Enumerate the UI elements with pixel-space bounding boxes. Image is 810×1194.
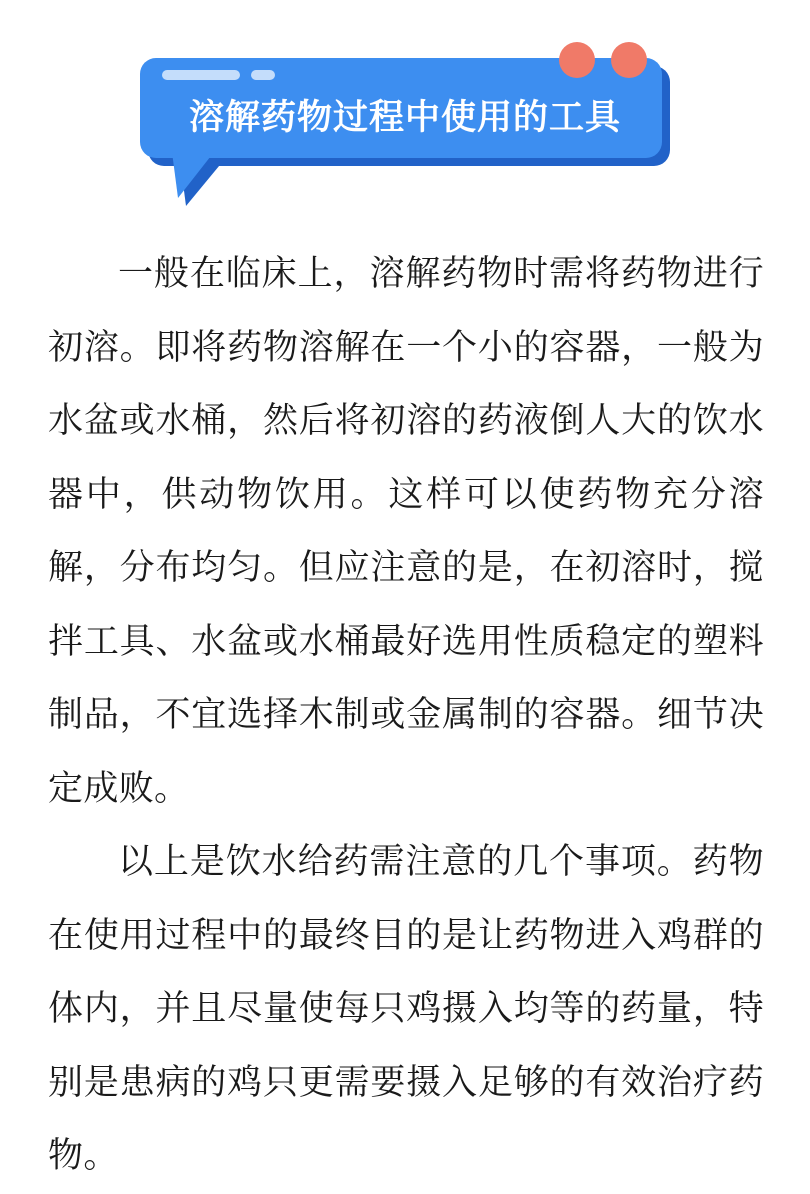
title-banner: [0, 0, 810, 210]
paragraph-1: 一般在临床上，溶解药物时需将药物进行初溶。即将药物溶解在一个小的容器，一般为水盆或水桶，然后将初溶的药液倒人大的饮水器中，供动物饮用。这样可以使药物充分溶解，分布均匀。但应注意的是，在初溶时，搅拌工具、水盆或水桶最好选用性质稳定的塑料制品，不宜选择木制或金属制的容器。细节决定成败。: [48, 254, 764, 809]
article-body: [48, 238, 764, 1194]
banner-title: 溶解药物过程中使用的工具: [188, 98, 621, 138]
paragraph-2: 以上是饮水给药需注意的几个事项。药物在使用过程中的最终目的是让药物进入鸡群的体内，并且尽量使每只鸡摄入均等的药量，特别是患病的鸡只更需要摄入足够的有效治疗药物。: [48, 842, 764, 1176]
